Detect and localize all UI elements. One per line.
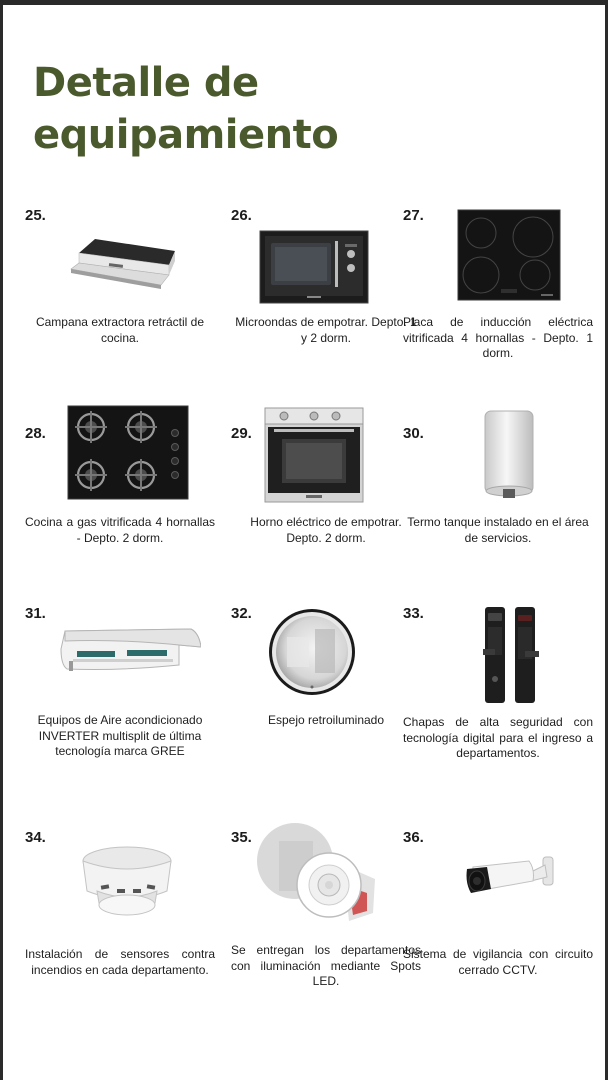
gas-hob-icon	[67, 405, 189, 500]
item-caption: Espejo retroiluminado	[267, 713, 385, 727]
item-caption: Equipos de Aire acondicionado INVERTER multisplit de última tecnología marca GREE	[37, 713, 203, 758]
equipment-item-25	[25, 207, 215, 412]
page-title-line-2: equipamiento	[33, 112, 339, 158]
page-title-line-1: Detalle de	[33, 60, 259, 106]
item-number: 35.	[231, 829, 252, 846]
equipment-item-26	[231, 207, 421, 412]
equipment-item-32	[231, 605, 421, 810]
item-number: 32.	[231, 605, 252, 622]
page-title	[33, 57, 338, 161]
backlit-mirror-icon	[267, 607, 357, 697]
item-caption: Microondas de empotrar. Depto. 1 y 2 dorm.	[235, 315, 417, 345]
led-spot-icon	[257, 821, 377, 925]
item-number: 30.	[403, 425, 424, 442]
item-caption: Instalación de sensores contra incendios en cada departamento.	[25, 947, 215, 977]
item-caption: Cocina a gas vitrificada 4 hornallas - Depto. 2 dorm.	[25, 515, 215, 545]
equipment-item-36	[403, 829, 593, 1034]
item-caption: Chapas de alta seguridad con tecnología digital para el ingreso a departamentos.	[403, 715, 593, 760]
item-caption: Se entregan los departamentos con iluminación mediante Spots LED.	[231, 943, 421, 988]
item-caption: Campana extractora retráctil de cocina.	[35, 315, 205, 345]
item-number: 33.	[403, 605, 424, 622]
equipment-item-28	[25, 425, 215, 630]
smoke-detector-icon	[77, 841, 177, 925]
air-conditioner-icon	[59, 625, 201, 677]
item-number: 26.	[231, 207, 252, 224]
item-number: 34.	[25, 829, 46, 846]
induction-hob-icon	[457, 209, 561, 301]
item-number: 28.	[25, 425, 46, 442]
equipment-item-30	[403, 425, 593, 630]
range-hood-icon	[65, 231, 187, 301]
equipment-item-34	[25, 829, 215, 1034]
equipment-item-35	[231, 829, 421, 1034]
equipment-page	[3, 5, 605, 1080]
equipment-item-31	[25, 605, 215, 810]
oven-icon	[264, 407, 364, 503]
item-number: 27.	[403, 207, 424, 224]
microwave-icon	[259, 230, 369, 304]
item-caption: Placa de inducción eléctrica vitrificada 4 hornallas - Depto. 1 dorm.	[403, 315, 593, 360]
item-number: 25.	[25, 207, 46, 224]
smart-lock-icon	[481, 605, 541, 705]
item-caption: Termo tanque instalado en el área de servicios.	[407, 515, 589, 545]
equipment-item-33	[403, 605, 593, 810]
item-number: 36.	[403, 829, 424, 846]
item-caption: Horno eléctrico de empotrar. Depto. 2 dorm.	[250, 515, 402, 545]
equipment-item-29	[231, 425, 421, 630]
item-number: 31.	[25, 605, 46, 622]
water-heater-icon	[483, 409, 535, 501]
item-number: 29.	[231, 425, 252, 442]
item-caption: Sistema de vigilancia con circuito cerrado CCTV.	[403, 947, 593, 977]
cctv-camera-icon	[463, 851, 557, 905]
equipment-item-27	[403, 207, 593, 412]
